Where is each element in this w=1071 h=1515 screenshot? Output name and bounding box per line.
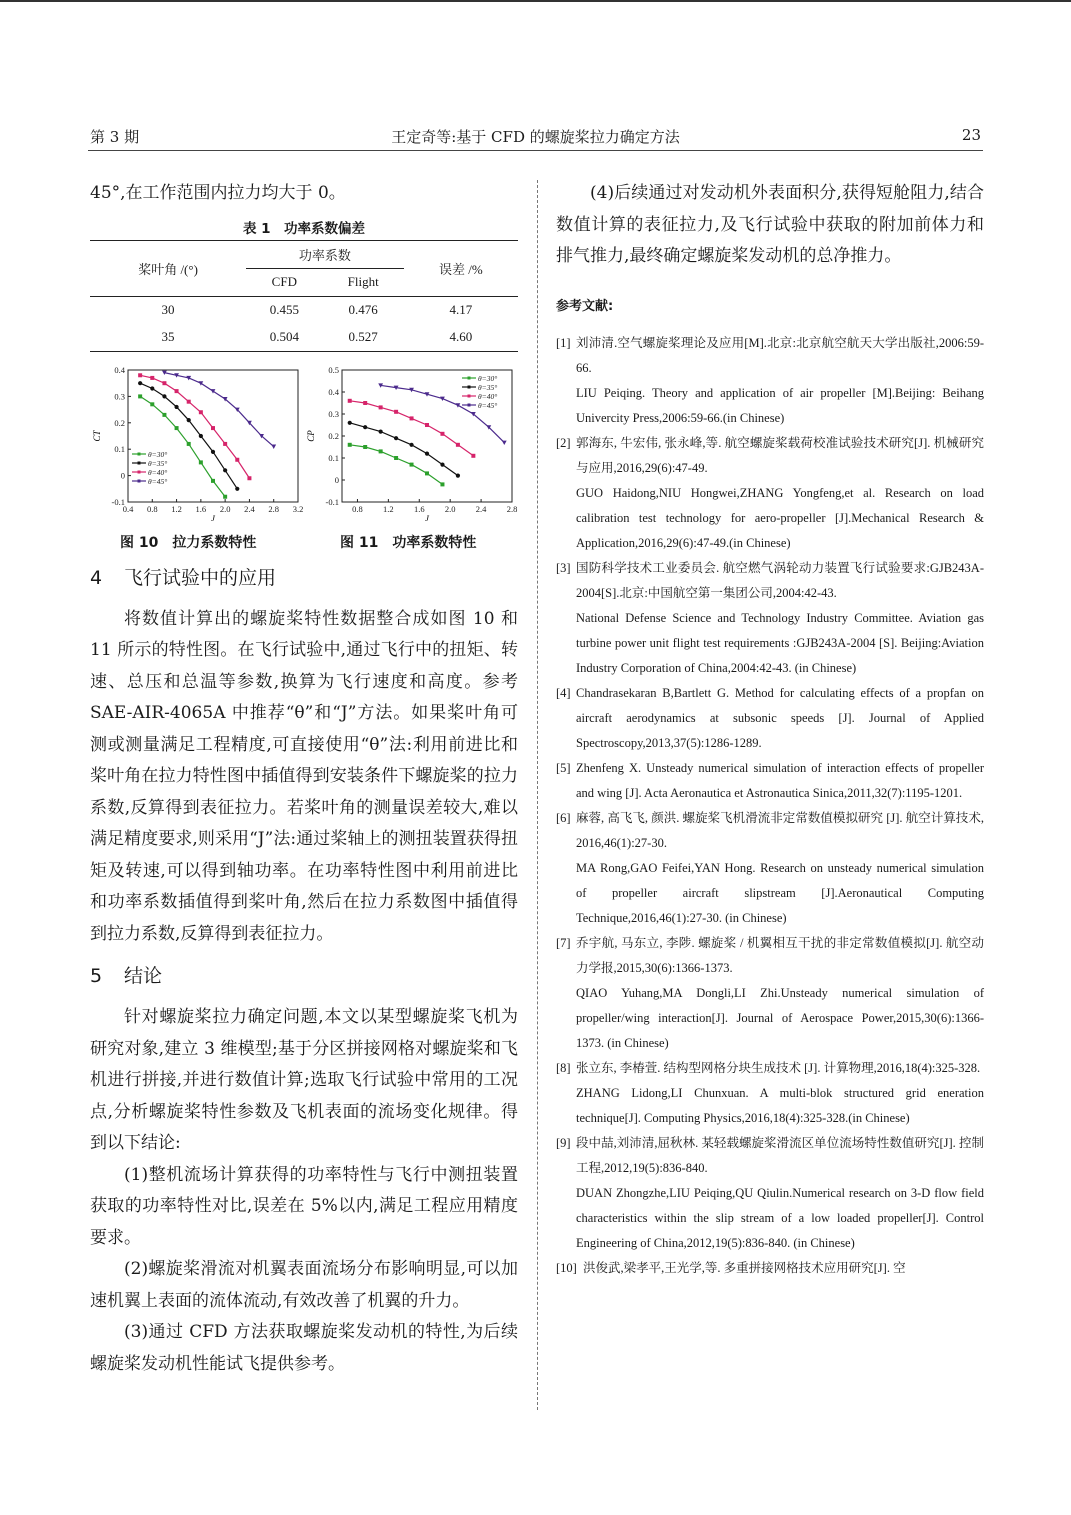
reference-number: [1] [556,335,571,350]
right-column [556,178,984,1281]
data-point [425,471,429,475]
reference-number: [5] [556,760,571,775]
data-point [138,394,142,398]
y-tick-label: 0.4 [114,364,125,375]
column-divider [537,180,538,1410]
reference-chinese: 麻蓉, 高飞飞, 颜洪. 螺旋桨飞机滑流非定常数值模拟研究 [J]. 航空计算技术, 2016,46(1):27-30. [576,810,984,850]
data-point [162,394,166,398]
data-point [175,389,179,393]
reference-english: DUAN Zhongzhe,LIU Peiqing,QU Qiulin.Numerical research on 3-D flow field characteristics within the slip stream of a low loaded propeller[J]. Control Engineering of China,2012,19(5):836-840. (in Chinese) [576,1185,984,1250]
data-point [425,423,429,427]
reference-item [556,556,984,681]
y-tick-label: 0.1 [114,443,125,454]
reference-english: Chandrasekaran B,Bartlett G. Method for calculating effects of a propfan on aircraft aerodynamics at subsonic speeds [J]. Journal of Applied Spectroscopy,2013,37(5):1286-1289. [576,685,984,750]
data-point [440,462,444,466]
data-point [138,373,142,377]
references-title: 参考文献: [556,298,614,314]
data-point [456,442,460,446]
data-point [223,494,227,498]
y-tick-label: 0.3 [114,390,125,401]
data-point [363,445,367,449]
reference-number: [2] [556,435,571,450]
data-point [363,425,367,429]
reference-english: National Defense Science and Technology Industry Committee. Aviation gas turbine power unit flight test requirements :GJB243A-2004 [S]. Beijing:Aviation Industry Corporation of China,2004:42-43. (in Chinese) [576,610,984,675]
data-point [348,420,352,424]
data-point [199,433,203,437]
x-tick-label: 2.8 [506,503,518,514]
section-5-heading: 5 结论 [90,965,163,987]
reference-number: [10] [556,1260,577,1275]
power-coefficient-table [90,240,518,352]
data-point [409,442,413,446]
reference-number: [8] [556,1060,571,1075]
reference-number: [7] [556,935,571,950]
data-point [394,409,398,413]
y-tick-label: 0.3 [328,408,339,419]
x-tick-label: 0.8 [352,503,363,514]
legend-entry: θ=40° [478,391,498,401]
data-point [199,460,203,464]
data-point [211,426,215,430]
table-header-cfd: CFD [246,268,322,296]
reference-chinese: 洪俊武,梁孝平,王光学,等. 多重拼接网格技术应用研究[J]. 空 [583,1260,906,1275]
reference-item [556,1256,984,1281]
data-point [456,473,460,477]
data-point [174,404,178,408]
reference-number: [9] [556,1135,571,1150]
data-point [502,440,507,444]
y-tick-label: 0.5 [328,364,339,375]
x-tick-label: 2.0 [219,503,231,514]
issue-number: 第 3 期 [90,128,140,146]
x-tick-label: 2.8 [268,503,280,514]
table-row: 30 0.455 0.476 4.17 [161,302,473,317]
data-point [379,405,383,409]
top-rule [0,0,1071,2]
section-5-paragraph: 针对螺旋桨拉力确定问题,本文以某型螺旋桨飞机为研究对象,建立 3 维模型;基于分区拼接网格对螺旋桨和飞机进行拼接,并进行数值计算;选取飞行试验中常用的工况点,分析螺旋桨特性参数及飞机表面的流场变化规律。得到以下结论: [90,1007,518,1153]
x-tick-label: 0.4 [122,503,134,514]
data-point [211,478,215,482]
data-point [410,416,414,420]
legend-entry: θ=45° [478,400,498,410]
y-tick-label: 0.1 [328,452,339,463]
data-point [187,418,191,422]
reference-number: [3] [556,560,571,575]
legend-entry: θ=30° [478,373,498,383]
legend-marker [468,385,471,388]
legend-marker [138,479,141,482]
data-point [363,401,367,405]
table-header-blade-angle: 桨叶角 /(°) [90,240,246,296]
y-tick-label: 0 [120,470,125,481]
legend-entry: θ=30° [148,449,168,459]
y-tick-label: 0.4 [328,386,339,397]
power-coefficient-chart [304,362,518,530]
page-number: 23 [961,126,981,144]
data-point [150,402,154,406]
reference-chinese: 国防科学技术工业委员会. 航空燃气涡轮动力装置飞行试验要求:GJB243A-2004[S].北京:中国航空第一集团公司,2004:42-43. [576,560,984,600]
legend-marker [138,461,141,464]
data-point [235,457,239,461]
data-point [456,403,461,407]
reference-chinese: 乔宇航, 马东立, 李陟. 螺旋桨 / 机翼相互干扰的非定常数值模拟[J]. 航空动力学报,2015,30(6):1366-1373. [576,935,984,975]
y-tick-label: -0.1 [325,496,339,507]
y-axis-label: CP [306,429,316,442]
x-tick-label: 2.4 [475,503,487,514]
left-column [90,178,518,1380]
legend-marker [138,452,141,455]
references-list [556,331,984,1281]
intro-line: 45°,在工作范围内拉力均大于 0。 [90,183,346,203]
y-tick-label: 0.2 [114,417,125,428]
data-point [471,453,475,457]
reference-item [556,1131,984,1256]
legend-marker [468,403,471,406]
table-header-power: 功率系数 [246,240,404,268]
reference-number: [4] [556,685,571,700]
data-point [410,462,414,466]
figures-row [90,362,518,552]
x-tick-label: 1.6 [195,503,207,514]
x-tick-label: 3.2 [292,503,304,514]
reference-item [556,1056,984,1131]
reference-chinese: 张立东, 李椿萱. 结构型网格分块生成技术 [J]. 计算物理,2016,18(4):325-328. [576,1060,981,1075]
table-header-error: 误差 /% [404,240,518,296]
reference-english: MA Rong,GAO Feifei,YAN Hong. Research on unsteady numerical simulation of propeller aircraft slipstream [J].Aeronautical Computing Technique,2016,46(1):27-30. (in Chinese) [576,860,984,925]
fig10-caption: 图 10 拉力系数特性 [120,534,257,551]
reference-item [556,681,984,756]
thrust-coefficient-chart [90,362,304,530]
data-point [425,451,429,455]
legend-marker [138,470,141,473]
table-row: 35 0.504 0.527 4.60 [90,324,518,352]
x-tick-label: 1.2 [383,503,394,514]
data-point [150,386,154,390]
data-point [162,412,166,416]
reference-english: LIU Peiqing. Theory and application of air propeller [M].Beijing: Beihang Univercity Press,2006:59-66.(in Chinese) [576,385,984,425]
conclusion-1: (1)整机流场计算获得的功率特性与飞行中测扭装置获取的功率特性对比,误差在 5%以内,满足工程应用精度要求。 [90,1164,518,1248]
header-rule [88,150,983,151]
data-point [150,375,154,379]
x-tick-label: 0.8 [146,503,158,514]
legend-entry: θ=40° [148,467,168,477]
legend-entry: θ=35° [478,382,498,392]
data-point [138,381,142,385]
data-point [394,456,398,460]
data-point [199,410,203,414]
reference-item [556,931,984,1056]
reference-english: ZHANG Lidong,LI Chunxuan. A multi-blok structured grid eneration technique[J]. Computing Physics,2016,18(4):325-328.(in Chinese) [576,1085,984,1125]
section-4-paragraph: 将数值计算出的螺旋桨特性数据整合成如图 10 和 11 所示的特性图。在飞行试验中,通过飞行中的扭矩、转速、总压和总温等参数,换算为飞行速度和高度。参考 SAE-AIR-4065A 中推荐“θ”和“J”方法。如果桨叶角可测或测量满足工程精度,可直接使用“θ”法:利用前进比和桨叶角在拉力特性图中插值得到安装条件下螺旋桨的拉力系数,反算得到表征拉力。若桨叶角的测量误差较大,难以满足精度要求,则采用“J”法:通过桨轴上的测扭装置获得扭矩及转速,可以得到轴功率。在功率特性图中利用前进比和功率系数插值得到桨叶角,然后在拉力系数图中插值得到拉力系数,反算得到表征拉力。 [90,608,518,944]
reference-item [556,756,984,806]
data-point [187,441,191,445]
y-tick-label: -0.1 [111,496,125,507]
conclusion-4: (4)后续通过对发动机外表面积分,获得短舱阻力,结合数值计算的表征拉力,及飞行试验中获取的附加前体力和排气推力,最终确定螺旋桨发动机的总净推力。 [556,183,984,266]
legend-marker [468,376,471,379]
data-point [187,399,191,403]
legend-entry: θ=35° [148,458,168,468]
running-title: 王定奇等:基于 CFD 的螺旋桨拉力确定方法 [391,128,680,146]
data-point [175,426,179,430]
reference-english: GUO Haidong,NIU Hongwei,ZHANG Yongfeng,et al. Research on load calibration test technology for aero-propeller [J].Mechanical Research & Application,2016,29(6):47-49.(in Chinese) [576,485,984,550]
x-tick-label: 1.2 [171,503,182,514]
reference-number: [6] [556,810,571,825]
data-point [379,449,383,453]
data-point [223,441,227,445]
data-point [394,436,398,440]
conclusion-3: (3)通过 CFD 方法获取螺旋桨发动机的特性,为后续螺旋桨发动机性能试飞提供参考。 [90,1322,518,1374]
series-line [350,422,458,475]
data-point [379,429,383,433]
reference-item [556,806,984,931]
legend-marker [468,394,471,397]
x-axis-label: J [425,512,429,523]
data-point [211,449,215,453]
y-axis-label: CT [92,429,102,442]
data-point [247,476,251,480]
fig11-caption: 图 11 功率系数特性 [340,534,477,551]
reference-chinese: 郭海东, 牛宏伟, 张永峰,等. 航空螺旋桨载荷校准试验技术研究[J]. 机械研究与应用,2016,29(6):47-49. [576,435,984,475]
reference-item [556,331,984,431]
data-point [235,486,239,490]
reference-chinese: 刘沛清.空气螺旋桨理论及应用[M].北京:北京航空航天大学出版社,2006:59-66. [576,335,984,375]
reference-english: QIAO Yuhang,MA Dongli,LI Zhi.Unsteady numerical simulation of propeller/wing interaction[J]. Journal of Aerospace Power,2015,30(6):1366-1373. (in Chinese) [576,985,984,1050]
series-line [350,444,443,484]
data-point [440,431,444,435]
reference-english: Zhenfeng X. Unsteady numerical simulation of interaction effects of propeller and wing [J]. Acta Aeronautica et Astronautica Sinica,2011,32(7):1195-1201. [576,760,984,800]
x-tick-label: 2.0 [444,503,456,514]
data-point [348,398,352,402]
section-4-heading: 4 飞行试验中的应用 [90,566,277,589]
conclusion-2: (2)螺旋桨滑流对机翼表面流场分布影响明显,可以加速机翼上表面的流体流动,有效改善了机翼的升力。 [90,1259,518,1311]
data-point [162,381,166,385]
table-header-flight: Flight [323,268,404,296]
data-point [223,468,227,472]
y-tick-label: 0.2 [328,430,339,441]
legend-entry: θ=45° [148,476,168,486]
reference-chinese: 段中喆,刘沛清,屈秋林. 某轻载螺旋桨滑流区单位流场特性数值研究[J]. 控制工程,2012,19(5):836-840. [576,1135,984,1175]
data-point [348,442,352,446]
x-tick-label: 1.6 [413,503,425,514]
y-tick-label: 0 [334,474,339,485]
data-point [440,482,444,486]
table-title: 表 1 功率系数偏差 [242,220,366,237]
reference-item [556,431,984,556]
x-axis-label: J [211,512,215,523]
x-tick-label: 2.4 [244,503,255,514]
data-point [271,444,276,448]
